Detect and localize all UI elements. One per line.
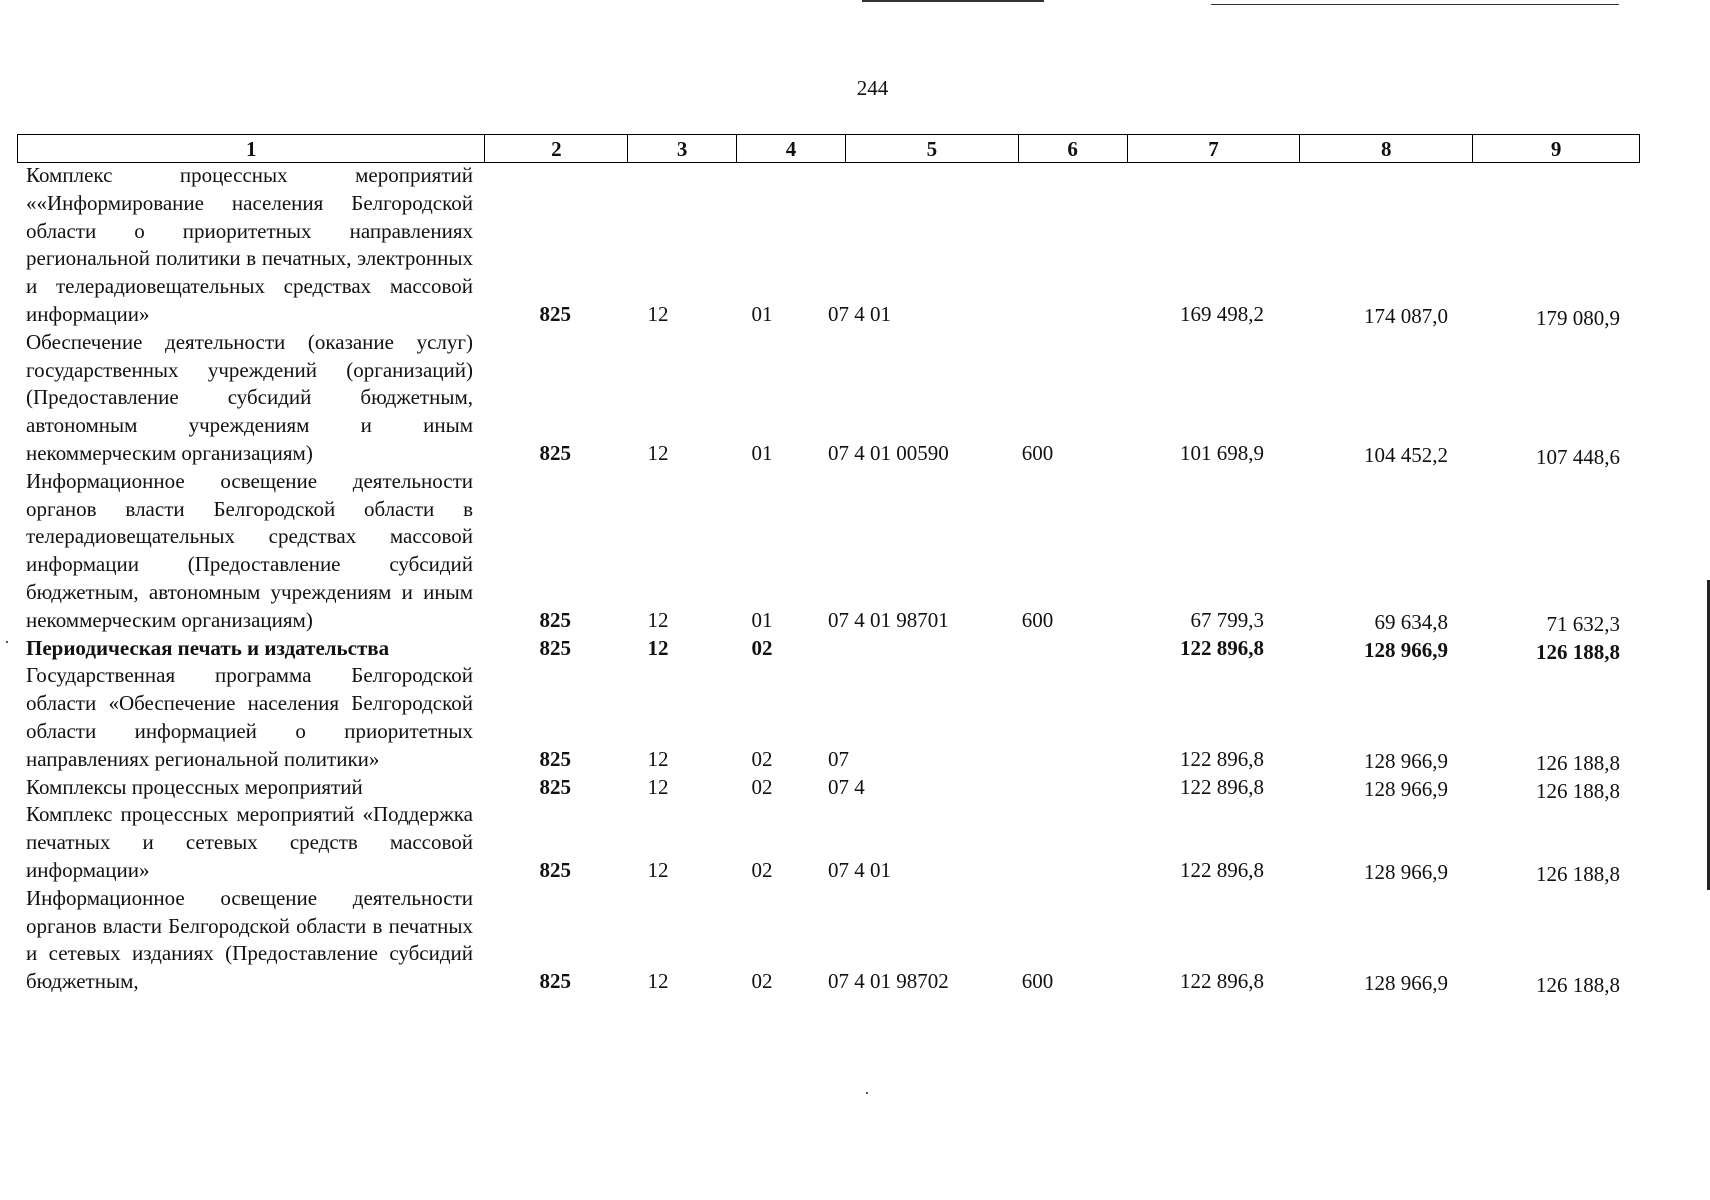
scan-artifact-line — [862, 0, 1044, 2]
cell-amount-2: 128 966,9 — [1364, 776, 1448, 801]
cell-cs: 07 4 01 98701 — [828, 607, 949, 632]
row-name: Государственная программа Белгородской области «Обеспечение населения Белгородской области информацией о приоритетных направлениях региональной политики» — [26, 663, 473, 771]
cell-amount-3: 107 448,6 — [1536, 444, 1620, 469]
column-header: 3 — [628, 135, 737, 162]
cell-cs: 07 4 01 00590 — [828, 440, 949, 465]
cell-rz: 12 — [647, 746, 669, 771]
cell-cs: 07 4 01 — [828, 857, 891, 882]
table-row — [26, 662, 1640, 773]
cell-cs: 07 4 01 98702 — [828, 969, 949, 994]
cell-pr: 02 — [751, 635, 773, 660]
cell-vn: 825 — [539, 635, 571, 660]
cell-rz: 12 — [647, 607, 669, 632]
row-name: Периодическая печать и издательства — [26, 635, 390, 660]
cell-amount-2: 174 087,0 — [1364, 303, 1448, 328]
cell-amount-3: 126 188,8 — [1536, 750, 1620, 775]
row-name: Обеспечение деятельности (оказание услуг) государственных учреждений (организаций) (Предоставление субсидий бюджетным, автономным учреждениям и иным некоммерческим организациям) — [26, 329, 473, 465]
table-row — [26, 801, 1640, 884]
table-row — [26, 162, 1640, 329]
cell-vn: 825 — [539, 440, 571, 465]
column-header: 5 — [846, 135, 1019, 162]
column-header: 1 — [18, 135, 485, 162]
cell-pr: 01 — [751, 607, 773, 632]
cell-pr: 02 — [751, 774, 773, 799]
cell-pr: 02 — [751, 969, 773, 994]
table-row — [26, 329, 1640, 468]
column-header: 4 — [737, 135, 846, 162]
cell-amount-3: 179 080,9 — [1536, 305, 1620, 330]
cell-amount-1: 122 896,8 — [1180, 635, 1264, 660]
cell-amount-2: 128 966,9 — [1364, 748, 1448, 773]
cell-rz: 12 — [647, 440, 669, 465]
page-number: 244 — [856, 76, 889, 100]
cell-rz: 12 — [647, 857, 669, 882]
cell-amount-2: 128 966,9 — [1364, 637, 1448, 662]
cell-rz: 12 — [647, 774, 669, 799]
cell-amount-2: 104 452,2 — [1364, 442, 1448, 467]
column-header: 6 — [1019, 135, 1128, 162]
cell-rz: 12 — [647, 635, 669, 660]
cell-vn: 825 — [539, 607, 571, 632]
table-row — [26, 468, 1640, 635]
table-body — [26, 162, 1640, 996]
column-header: 2 — [485, 135, 628, 162]
cell-cs: 07 — [828, 746, 849, 771]
cell-pr: 02 — [751, 746, 773, 771]
cell-vn: 825 — [539, 857, 571, 882]
cell-amount-2: 69 634,8 — [1374, 609, 1448, 634]
column-header: 7 — [1128, 135, 1301, 162]
scan-artifact-dot — [6, 641, 8, 643]
cell-vn: 825 — [539, 774, 571, 799]
cell-vn: 825 — [539, 746, 571, 771]
cell-cs: 07 4 01 — [828, 301, 891, 326]
cell-rz: 12 — [647, 301, 669, 326]
cell-vn: 825 — [539, 301, 571, 326]
row-name: Комплекс процессных мероприятий ««Информирование населения Белгородской области о приоритетных направлениях региональной политики в печатных, электронных и телерадиовещательных средствах массовой информации» — [26, 163, 473, 326]
cell-pr: 02 — [751, 857, 773, 882]
cell-vr: 600 — [1021, 440, 1054, 465]
cell-amount-3: 126 188,8 — [1536, 778, 1620, 803]
cell-amount-3: 126 188,8 — [1536, 639, 1620, 664]
cell-amount-1: 122 896,8 — [1180, 746, 1264, 771]
column-header: 9 — [1550, 137, 1562, 161]
cell-vn: 825 — [539, 969, 571, 994]
row-name: Комплексы процессных мероприятий — [26, 774, 363, 799]
cell-pr: 01 — [751, 440, 773, 465]
cell-amount-3: 126 188,8 — [1536, 861, 1620, 886]
cell-amount-1: 122 896,8 — [1180, 774, 1264, 799]
cell-amount-1: 67 799,3 — [1190, 607, 1264, 632]
cell-vr: 600 — [1021, 607, 1054, 632]
cell-amount-3: 71 632,3 — [1546, 611, 1620, 636]
cell-pr: 01 — [751, 301, 773, 326]
cell-amount-1: 122 896,8 — [1180, 969, 1264, 994]
cell-vr: 600 — [1021, 969, 1054, 994]
cell-amount-1: 122 896,8 — [1180, 857, 1264, 882]
cell-amount-1: 169 498,2 — [1180, 301, 1264, 326]
cell-amount-1: 101 698,9 — [1180, 440, 1264, 465]
scan-artifact-dot — [866, 1092, 868, 1094]
scan-artifact-line — [1211, 4, 1619, 5]
column-header: 8 — [1300, 135, 1473, 162]
cell-amount-3: 126 188,8 — [1536, 973, 1620, 998]
row-name: Комплекс процессных мероприятий «Поддержка печатных и сетевых средств массовой информации» — [26, 802, 473, 882]
table-row — [26, 774, 1640, 802]
table-header — [17, 134, 1640, 163]
cell-amount-2: 128 966,9 — [1364, 859, 1448, 884]
row-name: Информационное освещение деятельности органов власти Белгородской области в печатных и сетевых изданиях (Предоставление субсидий бюджетным, — [26, 885, 473, 994]
cell-amount-2: 128 966,9 — [1364, 971, 1448, 996]
table-row — [26, 885, 1640, 996]
cell-rz: 12 — [647, 969, 669, 994]
table-row-section — [26, 635, 1640, 663]
cell-cs: 07 4 — [828, 774, 865, 799]
row-name: Информационное освещение деятельности органов власти Белгородской области в телерадиовещательных средствах массовой информации (Предоставление субсидий бюджетным, автономным учреждениям и иным некоммерческим организациям) — [26, 468, 473, 632]
